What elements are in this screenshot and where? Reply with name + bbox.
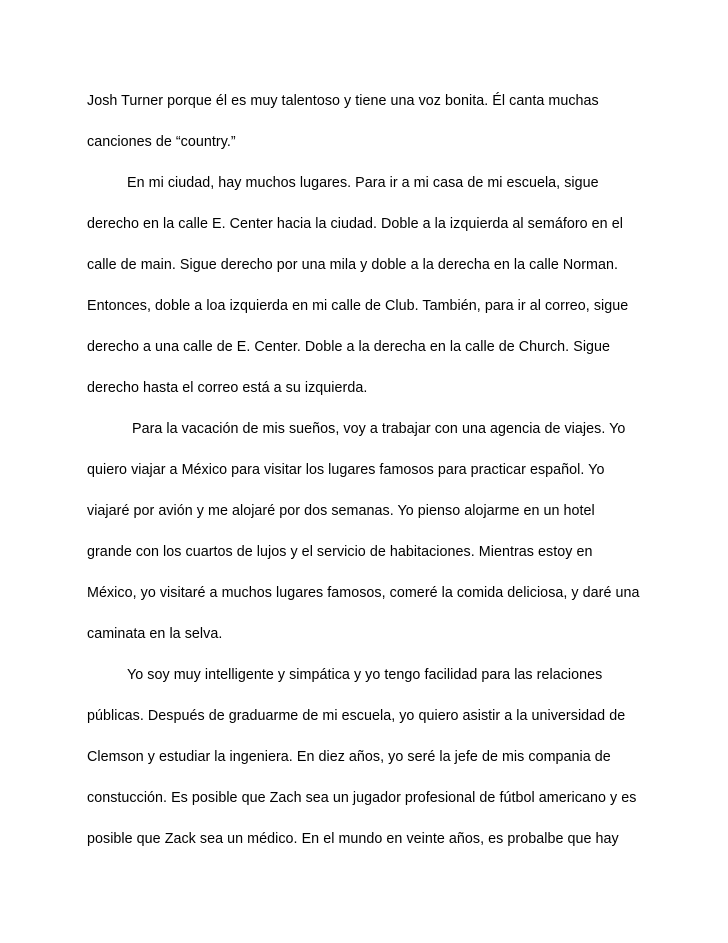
text-line: posible que Zack sea un médico. En el mundo en veinte años, es probalbe que hay — [87, 831, 619, 847]
text-line: derecho en la calle E. Center hacia la ciudad. Doble a la izquierda al semáforo en el — [87, 216, 623, 232]
text-line: Entonces, doble a loa izquierda en mi calle de Club. También, para ir al correo, sigue — [87, 298, 629, 314]
text-line: Clemson y estudiar la ingeniera. En diez años, yo seré la jefe de mis compania de — [87, 749, 611, 765]
paragraph-start-line: En mi ciudad, hay muchos lugares. Para ir a mi casa de mi escuela, sigue — [127, 175, 599, 191]
text-line: calle de main. Sigue derecho por una mila y doble a la derecha en la calle Norman. — [87, 257, 619, 273]
text-line: derecho a una calle de E. Center. Doble a la derecha en la calle de Church. Sigue — [87, 339, 611, 355]
text-line: derecho hasta el correo está a su izquierda. — [87, 380, 368, 396]
text-line: quiero viajar a México para visitar los lugares famosos para practicar español. Yo — [87, 462, 605, 478]
text-line: Josh Turner porque él es muy talentoso y tiene una voz bonita. Él canta muchas — [87, 93, 599, 109]
text-line: viajaré por avión y me alojaré por dos semanas. Yo pienso alojarme en un hotel — [87, 503, 595, 519]
text-line: grande con los cuartos de lujos y el servicio de habitaciones. Mientras estoy en — [87, 544, 593, 560]
paragraph-start-line: Yo soy muy intelligente y simpática y yo tengo facilidad para las relaciones — [127, 667, 603, 683]
text-line: canciones de “country.” — [87, 134, 236, 150]
paragraph-start-line: Para la vacación de mis sueños, voy a trabajar con una agencia de viajes. Yo — [132, 421, 626, 437]
text-line: caminata en la selva. — [87, 626, 223, 642]
text-line: constucción. Es posible que Zach sea un jugador profesional de fútbol americano y es — [87, 790, 637, 806]
text-line: públicas. Después de graduarme de mi escuela, yo quiero asistir a la universidad de — [87, 708, 626, 724]
text-line: México, yo visitaré a muchos lugares famosos, comeré la comida deliciosa, y daré una — [87, 585, 640, 601]
